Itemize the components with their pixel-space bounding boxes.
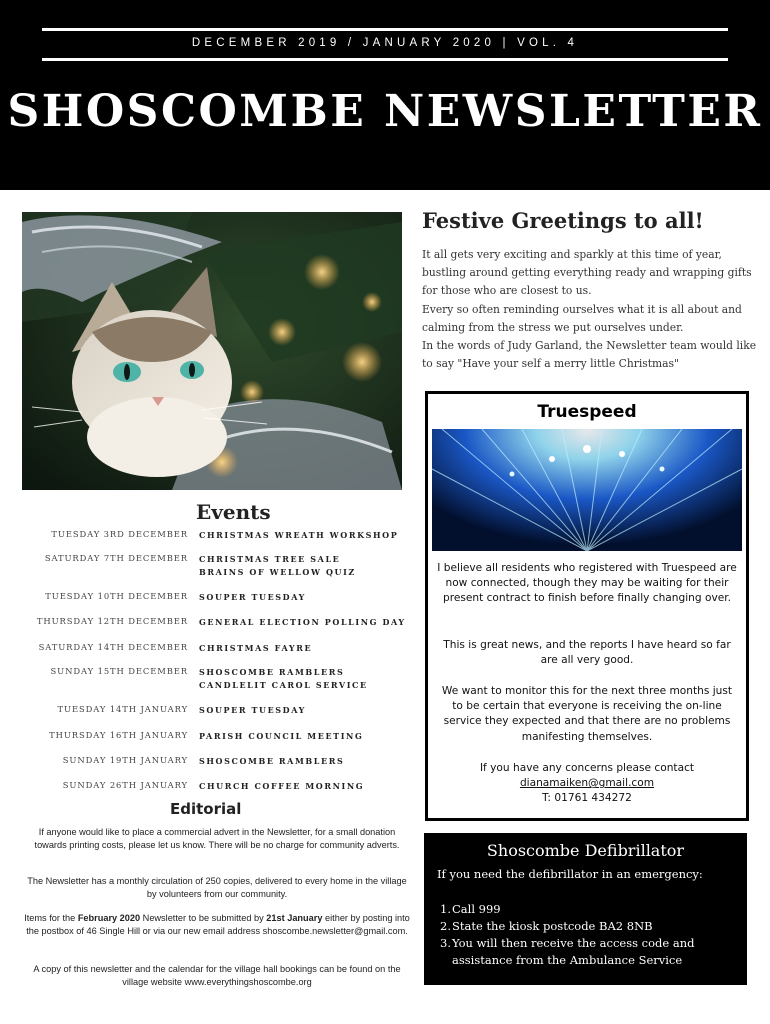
editorial-paragraph: The Newsletter has a monthly circulation of 250 copies, delivered to every home in the village by volunteers from our community. (27, 876, 407, 899)
truespeed-paragraph: I believe all residents who registered with Truespeed are now connected, though they may be waiting for their present contract to finish before finally changing over. (437, 562, 737, 605)
event-name: SHOSCOMBE RAMBLERS (199, 756, 345, 766)
event-name: CHRISTMAS WREATH WORKSHOP (199, 530, 399, 540)
festive-paragraph: It all gets very exciting and sparkly at this time of year, bustling around getting everything ready and wrapping gifts for those who are closest to us. (422, 248, 752, 298)
event-date: SUNDAY 26TH JANUARY (62, 780, 188, 790)
defibrillator-box (424, 833, 747, 985)
event-name: PARISH COUNCIL MEETING (199, 731, 364, 741)
editorial-deadline: 21st January (266, 913, 323, 923)
event-date: TUESDAY 14TH JANUARY (57, 704, 188, 714)
event-name: SOUPER TUESDAY (199, 592, 306, 602)
fibre-optic-icon (432, 429, 742, 551)
festive-paragraph: In the words of Judy Garland, the Newsletter team would like to say "Have your self a merry little Christmas" (422, 339, 757, 371)
event-date: SUNDAY 19TH JANUARY (62, 755, 188, 765)
truespeed-paragraph: We want to monitor this for the next three months just to be certain that everyone is receiving the on-line service they expected and that there are no problems manifesting themselves. (441, 685, 733, 743)
defibrillator-intro: If you need the defibrillator in an emergency: (437, 867, 703, 881)
event-name-line: BRAINS OF WELLOW QUIZ (199, 567, 356, 577)
truespeed-paragraph: This is great news, and the reports I have heard so far are all very good. (443, 639, 731, 667)
editorial-paragraph: If anyone would like to place a commercial advert in the Newsletter, for a small donation towards printing costs, please let us know. There will be no charge for community adverts. (34, 827, 400, 850)
truespeed-contact (436, 761, 738, 807)
fibre-optic-image (432, 429, 742, 551)
event-name-line: SHOSCOMBE RAMBLERS (199, 667, 345, 677)
editorial-title: Editorial (170, 800, 242, 818)
event-name (199, 666, 409, 692)
event-name (199, 553, 409, 579)
event-date: TUESDAY 3RD DECEMBER (51, 529, 188, 539)
event-date: SATURDAY 7TH DECEMBER (44, 553, 188, 563)
event-date: SATURDAY 14TH DECEMBER (38, 642, 188, 652)
event-name: CHRISTMAS FAYRE (199, 643, 313, 653)
masthead (0, 0, 770, 190)
step-text: You will then receive the access code and assistance from the Ambulance Service (452, 936, 695, 967)
step-number: 1. (440, 902, 451, 916)
defibrillator-step (440, 935, 740, 969)
editorial-paragraph: A copy of this newsletter and the calendar for the village hall bookings can be found on the village website www.everythingshoscombe.org (33, 964, 401, 987)
defibrillator-title: Shoscombe Defibrillator (486, 841, 685, 860)
event-date: THURSDAY 16TH JANUARY (49, 730, 188, 740)
event-name: GENERAL ELECTION POLLING DAY (199, 617, 406, 627)
truespeed-phone: T: 01761 434272 (542, 792, 632, 805)
truespeed-email-link[interactable]: dianamaiken@gmail.com (519, 777, 655, 790)
event-date: TUESDAY 10TH DECEMBER (45, 591, 188, 601)
editorial-month: February 2020 (77, 913, 141, 923)
truespeed-title: Truespeed (537, 402, 637, 422)
festive-paragraph: Every so often reminding ourselves what it is all about and calming from the stress we put ourselves under. (422, 302, 742, 334)
defibrillator-step (440, 901, 740, 918)
step-text: Call 999 (452, 902, 501, 916)
masthead-rule-top (42, 28, 728, 31)
festive-greetings-title: Festive Greetings to all! (422, 208, 704, 233)
step-text: State the kiosk postcode BA2 8NB (452, 919, 653, 933)
defibrillator-steps (440, 901, 740, 969)
event-name-line: CHRISTMAS TREE SALE (199, 554, 341, 564)
step-number: 2. (440, 919, 451, 933)
truespeed-box (425, 391, 749, 821)
editorial-text: either by posting into the postbox of 46 Single Hill or via our new email address shoscombe.newsletter@gmail.com. (26, 913, 410, 936)
festive-greetings-body (422, 246, 758, 373)
editorial-text: Newsletter to be submitted by (140, 913, 267, 923)
step-number: 3. (440, 936, 451, 950)
event-name-line: CANDLELIT CAROL SERVICE (199, 680, 368, 690)
cat-photo-icon (22, 212, 402, 490)
newsletter-title: SHOSCOMBE NEWSLETTER (7, 86, 763, 137)
defibrillator-step (440, 918, 740, 935)
event-name: SOUPER TUESDAY (199, 705, 306, 715)
truespeed-contact-text: If you have any concerns please contact (479, 762, 695, 774)
event-date: SUNDAY 15TH DECEMBER (50, 666, 188, 676)
editorial-paragraph (24, 912, 410, 938)
masthead-rule-bottom (42, 58, 728, 61)
event-name: CHURCH COFFEE MORNING (199, 781, 365, 791)
events-title: Events (196, 500, 271, 524)
cat-christmas-tree-photo (22, 212, 402, 490)
event-date: THURSDAY 12TH DECEMBER (36, 616, 188, 626)
issue-line: DECEMBER 2019 / JANUARY 2020 | VOL. 4 (191, 37, 579, 49)
editorial-text: Items for the (24, 913, 78, 923)
